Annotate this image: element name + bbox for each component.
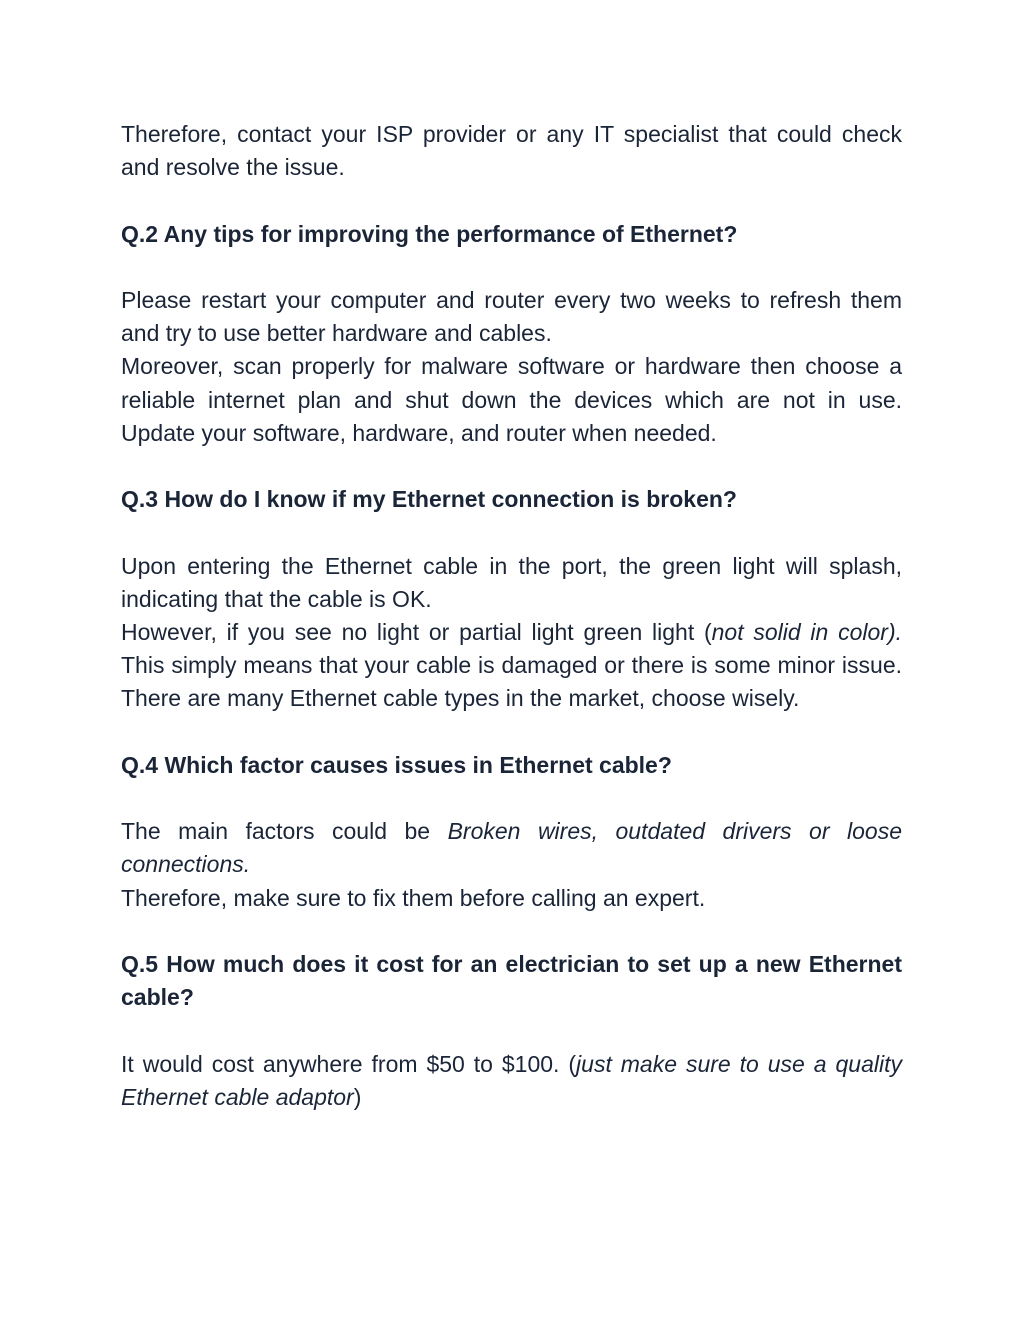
question-2-heading: Q.2 Any tips for improving the performance of Ethernet? (121, 220, 738, 247)
spacer (121, 1014, 902, 1047)
answer-5-italic-text: just make sure to use a quality Ethernet cable adaptor (121, 1050, 902, 1110)
spacer (121, 782, 902, 815)
answer-3-paragraph-2 (121, 616, 902, 716)
answer-2-paragraph-2: Moreover, scan properly for malware software or hardware then choose a reliable internet plan and shut down the devices which are not in use. Update your software, hardware, and router when needed. (121, 353, 902, 446)
answer-3-paragraph-1: Upon entering the Ethernet cable in the port, the green light will splash, indicating that the cable is OK. (121, 552, 902, 612)
spacer (121, 716, 902, 749)
intro-paragraph: Therefore, contact your ISP provider or any IT specialist that could check and resolve the issue. (121, 121, 902, 181)
question-4-heading: Q.4 Which factor causes issues in Ethernet cable? (121, 751, 672, 778)
spacer (121, 516, 902, 549)
answer-3-text-end: This simply means that your cable is damaged or there is some minor issue. There are many Ethernet cable types in the market, choose wisely. (121, 652, 902, 712)
spacer (121, 251, 902, 284)
answer-5-text-end: ) (353, 1083, 362, 1110)
answer-2-paragraph-1: Please restart your computer and router every two weeks to refresh them and try to use better hardware and cables. (121, 286, 902, 347)
answer-3-text-start: However, if you see no light or partial light green light ( (121, 618, 712, 645)
question-5-heading: Q.5 How much does it cost for an electrician to set up a new Ethernet cable? (121, 950, 902, 1011)
document-page (121, 118, 902, 1114)
answer-5-paragraph-1 (121, 1048, 902, 1114)
answer-5-text-start: It would cost anywhere from $50 to $100. ( (121, 1050, 577, 1077)
answer-4-text-start: The main factors could be (121, 818, 448, 845)
answer-4-italic-text: Broken wires, outdated drivers or loose connections. (121, 818, 902, 878)
answer-4-paragraph-1 (121, 815, 902, 881)
answer-4-paragraph-2: Therefore, make sure to fix them before calling an expert. (121, 884, 706, 911)
question-3-heading: Q.3 How do I know if my Ethernet connection is broken? (121, 486, 737, 513)
spacer (121, 915, 902, 948)
answer-3-italic-text: not solid in color). (711, 618, 902, 645)
spacer (121, 184, 902, 217)
spacer (121, 450, 902, 483)
